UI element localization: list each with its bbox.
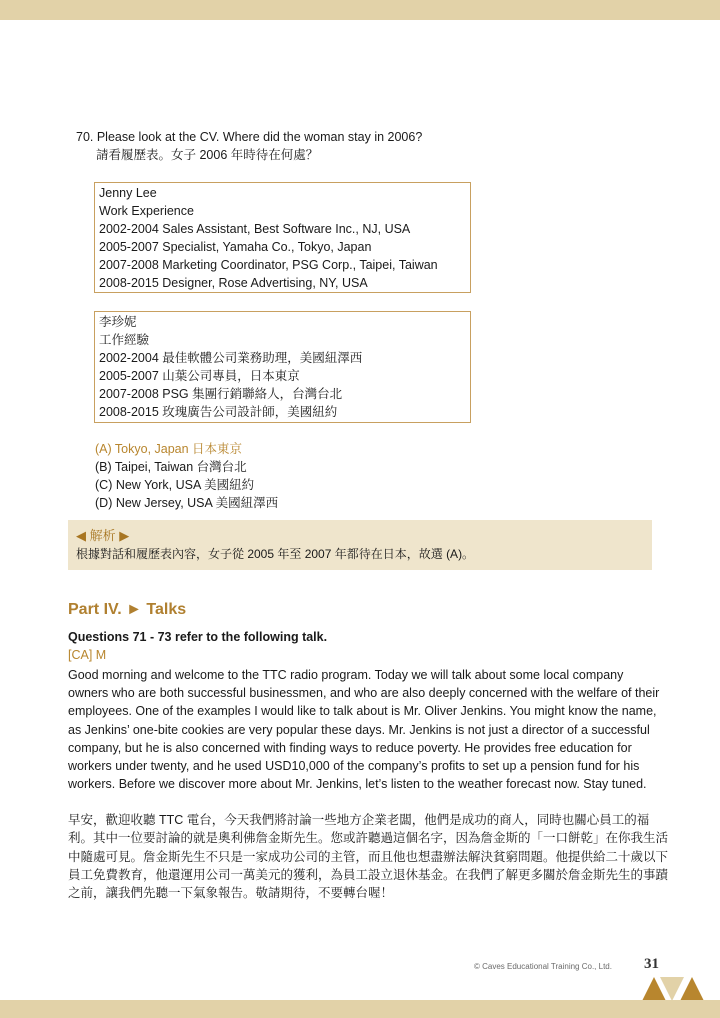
translation-line: 中隨處可見。詹金斯先生不只是一家成功公司的主管，而且他也想盡辦法解決貧窮問題。他提供給二十歲以下: [68, 849, 669, 864]
cv-box-english: [94, 182, 471, 293]
bottom-decorative-band: [0, 1000, 720, 1018]
question-text-en: 70. Please look at the CV. Where did the woman stay in 2006?: [76, 130, 423, 144]
analysis-text: 根據對話和履歷表內容，女子從 2005 年至 2007 年都待在日本，故選 (A)。: [76, 547, 475, 561]
cv-line: 2002-2004 最佳軟體公司業務助理，美國紐澤西: [99, 351, 363, 365]
cv-line: 2008-2015 Designer, Rose Advertising, NY, USA: [99, 276, 368, 290]
transcript-line: owners who are both successful businessmen, and who are also deeply concerned with the welfare of their: [68, 686, 660, 701]
cv-line: 工作經驗: [99, 333, 150, 347]
analysis-box: [68, 520, 652, 570]
translation-line: 利。其中一位要討論的就是奧利佛詹金斯先生。您或許聽過這個名字，因為詹金斯的「一口餅乾」在你我生活: [68, 831, 669, 846]
cv-line: 2007-2008 PSG 集團行銷聯絡人，台灣台北: [99, 387, 343, 401]
top-decorative-band: [0, 0, 720, 20]
translation-line: 員工免費教育，他還運用公司一萬美元的獲利，為員工設立退休基金。在我們了解更多關於詹金斯先生的事蹟: [68, 867, 669, 882]
question-70: [76, 128, 422, 164]
section-title: Part IV. ► Talks: [68, 601, 187, 618]
transcript-line: workers. Before we discover more about Mr. Jenkins, let’s listen to the weather forecast now. Stay tuned.: [68, 777, 647, 792]
talk-transcript: [68, 666, 660, 793]
transcript-line: Good morning and welcome to the TTC radio program. Today we will talk about some local company: [68, 668, 624, 682]
analysis-heading: ◀ 解析 ▶: [76, 528, 130, 543]
cv-line: Jenny Lee: [99, 186, 157, 200]
cv-box-chinese: [94, 311, 471, 423]
speaker-tag: [CA] M: [68, 648, 107, 662]
page-number: 31: [644, 956, 659, 972]
translation-line: 之前，讓我們先聽一下氣象報告。敬請期待，不要轉台喔！: [68, 886, 394, 901]
cv-line: 李珍妮: [99, 315, 137, 329]
option-a-correct: (A) Tokyo, Japan 日本東京: [95, 442, 243, 456]
answer-options: [95, 440, 278, 512]
option-c: (C) New York, USA 美國紐約: [95, 478, 255, 492]
option-b: (B) Taipei, Taiwan 台灣台北: [95, 460, 247, 474]
cv-line: 2005-2007 Specialist, Yamaha Co., Tokyo, Japan: [99, 240, 372, 254]
transcript-line: company, but he is also concerned with finding ways to reduce poverty. He provides free education for: [68, 740, 632, 755]
talk-translation: [68, 811, 669, 902]
question-text-zh: 請看履歷表。女子 2006 年時待在何處？: [96, 148, 319, 162]
translation-line: 早安，歡迎收聽 TTC 電台，今天我們將討論一些地方企業老闆，他們是成功的商人，同時也關心員工的福: [68, 813, 650, 827]
cv-line: 2008-2015 玫瑰廣告公司設計師，美國紐約: [99, 405, 338, 419]
cv-line: Work Experience: [99, 204, 194, 218]
triangles-logo-icon: [640, 975, 706, 1001]
cv-line: 2005-2007 山葉公司專員，日本東京: [99, 369, 300, 383]
questions-range: Questions 71 - 73 refer to the following talk.: [68, 630, 328, 644]
option-d: (D) New Jersey, USA 美國紐澤西: [95, 496, 279, 510]
copyright-notice: © Caves Educational Training Co., Ltd.: [474, 962, 612, 971]
cv-line: 2002-2004 Sales Assistant, Best Software Inc., NJ, USA: [99, 222, 411, 236]
transcript-line: workers under twenty, and he used USD10,000 of the company’s profits to set up a pension fund for his: [68, 759, 640, 774]
cv-line: 2007-2008 Marketing Coordinator, PSG Corp., Taipei, Taiwan: [99, 258, 438, 272]
transcript-line: employees. One of the examples I would like to talk about is Mr. Oliver Jenkins. You might know the name,: [68, 704, 657, 719]
transcript-line: as Jenkins’ one-bite cookies are very popular these days. Mr. Jenkins is not just a director of a successful: [68, 722, 650, 737]
